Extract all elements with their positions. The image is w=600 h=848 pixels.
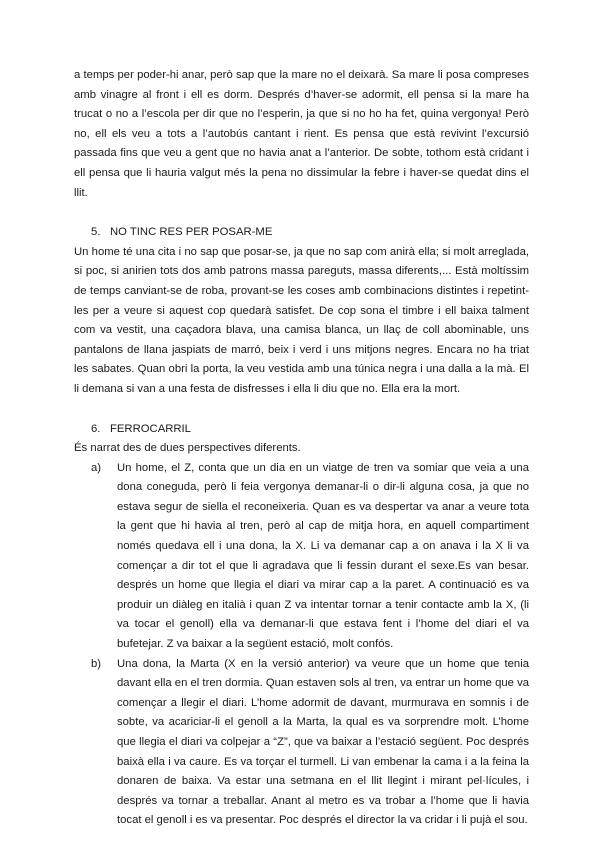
section-6-title: FERROCARRIL	[110, 422, 191, 435]
list-text-a: Un home, el Z, conta que un dia en un viatge de tren va somiar que veia a una dona coneguda, però li feia vergonya demanar-li o dir-li alguna cosa, ja que no estava segur de siella el reconeixeria. Quan es va despertar va anar a veure tota la gent que hi havia al tren, però al cap de mitja hora, en aquell compartiment només quedava ell i una dona, la X. Li va demanar cap a on anava i la X li va començar a dir tot el que li agradava que li fessin durant el sexe.Es van besar. després un home que llegia el diari va mirar cap a la paret. A continuació es va produir un diàleg en italià i quan Z va intentar tornar a tenir contacte amb la X, (li va tocar el genoll) ella va demanar-li que estava fent i l’home del diari el va bufetejar. Z va baixar a la següent estació, molt confós.	[117, 461, 529, 651]
list-marker-a: a)	[91, 461, 102, 474]
list-item-b	[74, 655, 529, 831]
document-page	[74, 66, 529, 831]
section-5-title: NO TINC RES PER POSAR-ME	[110, 226, 273, 239]
section-5-number: 5.	[91, 226, 101, 239]
section-5-paragraph: Un home té una cita i no sap que posar-se, ja que no sap com anirà ella; si molt arreglada, si poc, si anirien tots dos amb patrons massa pareguts, massa diferents,... Està moltíssim de temps canviant-se de roba, provant-se les coses amb combinacions distintes i repetint-les per a veure si aquest cop quedarà satisfet. De cop sona el timbre i ell baixa talment com va vestit, una caçadora blava, una camisa blanca, un llaç de coll abominable, uns pantalons de llana jaspiats de marró, beix i verd i uns mitjons negres. Encara no ha triat les sabates. Quan obri la porta, la veu vestida amb una túnica negra i una dalla a la mà. El li demana si van a una festa de disfresses i ella li diu que no. Ella era la mort.	[74, 245, 529, 395]
section-5-heading	[74, 223, 529, 243]
list-text-b: Una dona, la Marta (X en la versió anterior) va veure que un home que tenia davant ella en el tren dormia. Quan estaven sols al tren, va entrar un home que va començar a llegir el diari. L’home adormit de davant, murmurava en somnis i de sobte, va acariciar-li el genoll a la Marta, la qual es va sorprendre molt. L’home que llegia el diari va colpejar a “Z”, que va baixar a l’estació següent. Poc després baixà ella i va caure. Es va torçar el turmell. Li van embenar la cama i a la feina la donaren de baixa. Va estar una setmana en el llit llegint i mirant pel·lícules, i després va tornar a treballar. Anant al metro es va trobar a l’home que li havia tocat el genoll i es va presentar. Poc després el director la va cridar i li pujà el sou.	[117, 657, 529, 827]
section-6-heading	[74, 420, 529, 440]
section-6-intro: És narrat des de dues perspectives diferents.	[74, 442, 301, 455]
intro-paragraph: a temps per poder-hi anar, però sap que la mare no el deixarà. Sa mare li posa compreses amb vinagre al front i ell es dorm. Després d’haver-se adormit, ell pensa si la mare ha trucat o no a l’escola per dir que no l’esperin, ja que si no ho ha fet, quina vergonya! Però no, ell els veu a tots a l’autobús cantant i rient. Es pensa que està revivint l’excursió passada fins que veu a gent que no havia anat a l’anterior. De sobte, tothom està cridant i ell pensa que li hauria valgut més la pena no dissimular la febre i haver-se quedat dins el llit.	[74, 69, 529, 199]
list-marker-b: b)	[91, 657, 102, 670]
section-6-number: 6.	[91, 422, 101, 435]
section-6-list	[74, 459, 529, 831]
list-item-a	[74, 459, 529, 655]
